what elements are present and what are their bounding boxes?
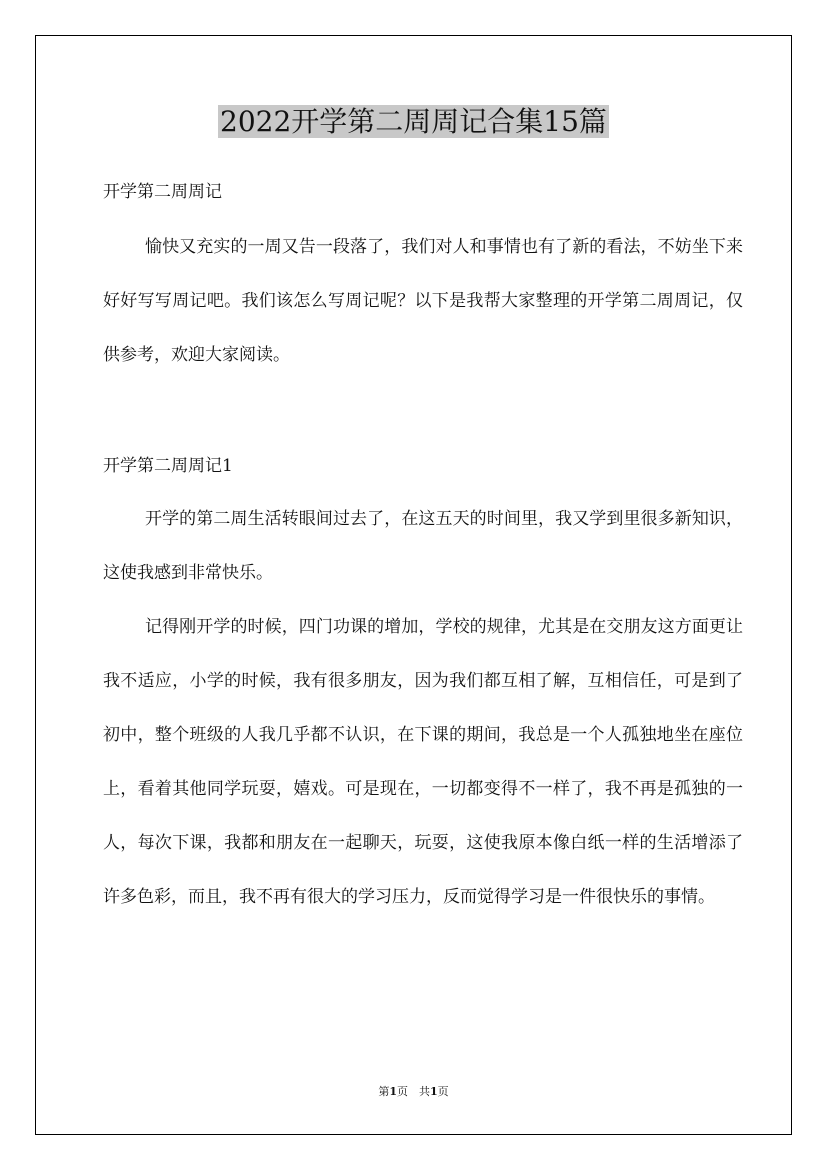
footer-suffix: 页 <box>437 1085 449 1098</box>
section-heading: 开学第二周周记 <box>103 182 222 202</box>
document-title <box>0 103 827 141</box>
body-paragraph-2: 记得刚开学的时候，四门功课的增加，学校的规律，尤其是在交朋友这方面更让我不适应，小学的时候，我有很多朋友，因为我们都互相了解，互相信任，可是到了初中，整个班级的人我几乎都不认识，在下课的期间，我总是一个人孤独地坐在座位上，看着其他同学玩耍，嬉戏。可是现在，一切都变得不一样了，我不再是孤独的一人，每次下课，我都和朋友在一起聊天，玩耍，这使我原本像白纸一样的生活增添了许多色彩，而且，我不再有很大的学习压力，反而觉得学习是一件很快乐的事情。 <box>103 617 743 907</box>
footer-total-pages: 1 <box>430 1085 438 1098</box>
page-footer <box>0 1084 827 1100</box>
intro-paragraph: 愉快又充实的一周又告一段落了，我们对人和事情也有了新的看法，不妨坐下来好好写写周记吧。我们该怎么写周记呢？以下是我帮大家整理的开学第二周周记，仅供参考，欢迎大家阅读。 <box>103 237 743 365</box>
body-paragraph-1: 开学的第二周生活转眼间过去了，在这五天的时间里，我又学到里很多新知识，这使我感到非常快乐。 <box>103 509 743 583</box>
footer-current-page: 1 <box>389 1085 397 1098</box>
footer-prefix: 第 <box>378 1085 390 1098</box>
document-title-text: 2022开学第二周周记合集15篇 <box>220 105 607 138</box>
entry-heading: 开学第二周周记1 <box>103 456 233 476</box>
footer-mid: 页 共 <box>397 1085 430 1098</box>
